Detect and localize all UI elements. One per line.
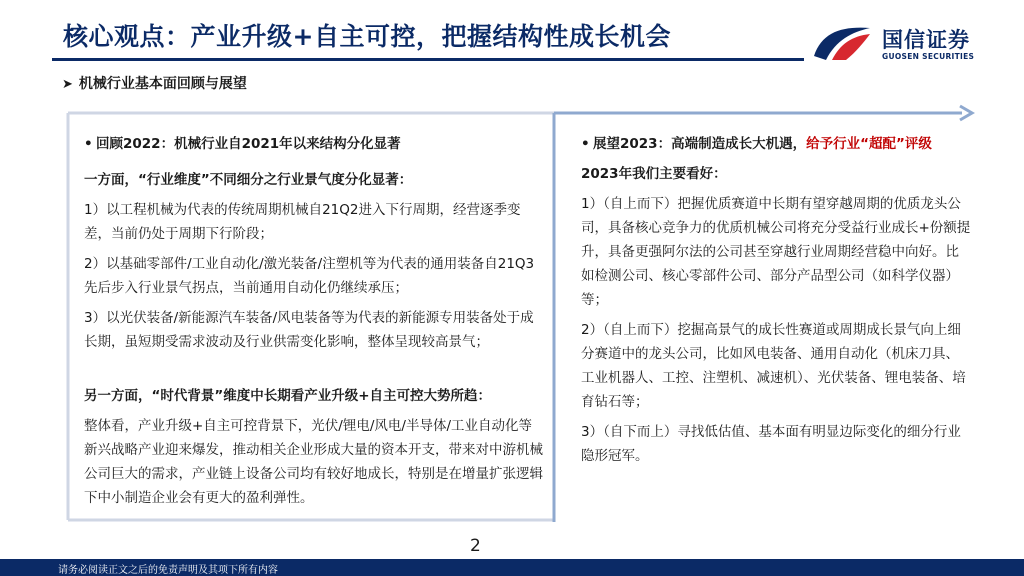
outlook-item-1: 1）（自上而下）把握优质赛道中长期有望穿越周期的优质龙头公司，具备核心竞争力的优质机械公司将充分受益行业成长+份额提升，具备更强阿尔法的公司甚至穿越行业周期经营稳中向好。比如检测公司、核心零部件公司、部分产品型公司（如科学仪器）等；: [581, 196, 971, 308]
outlook-item-2: 2）（自上而下）挖掘高景气的成长性赛道或周期成长景气向上细分赛道中的龙头公司，比如风电装备、通用自动化（机床刀具、工业机器人、工控、注塑机、减速机）、光伏装备、锂电装备、培育钻石等；: [581, 322, 966, 410]
guosen-logo-icon: [812, 22, 872, 62]
page-number: 2: [470, 536, 481, 556]
review-item-1: 1）以工程机械为代表的传统周期机械自21Q2进入下行周期，经营逐季变差，当前仍处于周期下行阶段；: [84, 202, 521, 242]
review-heading: • 回顾2022：机械行业自2021年以来结构分化显著: [84, 136, 401, 152]
review-2022-column: [84, 132, 544, 510]
review-intro: 一方面，“行业维度”不同细分之行业景气度分化显著：: [84, 172, 413, 188]
outlook-heading: • 展望2023：高端制造成长大机遇，给予行业“超配”评级: [581, 136, 932, 152]
arrow-right-icon: ➤: [62, 77, 73, 92]
review-intro-2: 另一方面，“时代背景”维度中长期看产业升级+自主可控大势所趋：: [84, 388, 492, 404]
subheading-text: 机械行业基本面回顾与展望: [78, 76, 247, 92]
outlook-intro: 2023年我们主要看好：: [581, 166, 727, 182]
review-item-2: 2）以基础零部件/工业自动化/激光装备/注塑机等为代表的通用装备自21Q3先后步入行业景气拐点，当前通用自动化仍继续承压；: [84, 256, 535, 296]
review-body-2: 整体看，产业升级+自主可控背景下，光伏/锂电/风电/半导体/工业自动化等新兴战略产业迎来爆发，推动相关企业形成大量的资本开支，带来对中游机械公司巨大的需求，产业链上设备公司均有较好地成长，特别是在增量扩张逻辑下中小制造企业会有更大的盈利弹性。: [84, 418, 543, 506]
footer-disclaimer: 请务必阅读正文之后的免责声明及其项下所有内容: [58, 565, 278, 576]
page-title: 核心观点：产业升级+自主可控，把握结构性成长机会: [63, 22, 671, 51]
outlook-2023-column: [581, 132, 971, 468]
review-item-3: 3）以光伏装备/新能源汽车装备/风电装备等为代表的新能源专用装备处于成长期，虽短期受需求波动及行业供需变化影响，整体呈现较高景气；: [84, 310, 534, 350]
section-subheading: [62, 73, 247, 93]
title-divider: [52, 58, 804, 61]
rating-highlight: 给予行业“超配”评级: [806, 136, 932, 152]
logo-name-cn: 国信证券: [882, 28, 970, 52]
outlook-item-3: 3）（自下而上）寻找低估值、基本面有明显边际变化的细分行业隐形冠军。: [581, 424, 961, 464]
company-logo: [812, 22, 982, 66]
logo-name-en: GUOSEN SECURITIES: [882, 52, 975, 61]
